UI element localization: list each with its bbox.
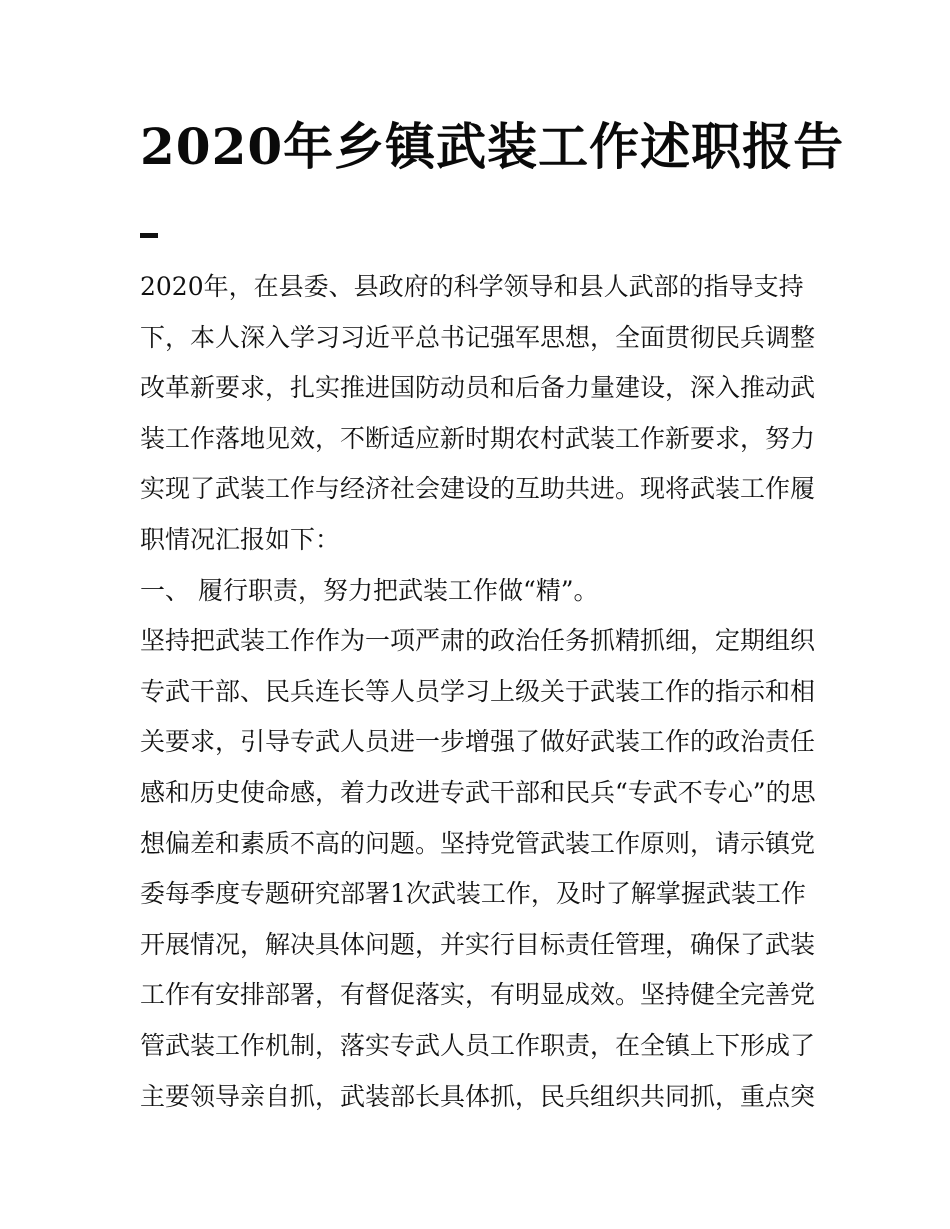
- body-line: 装工作落地见效，不断适应新时期农村武装工作新要求，努力: [140, 423, 816, 453]
- body-line: 管武装工作机制，落实专武人员工作职责，在全镇上下形成了: [140, 1030, 816, 1060]
- section-heading: 一、 履行职责，努力把武装工作做“精”。: [140, 575, 599, 605]
- body-line: 职情况汇报如下：: [140, 524, 341, 554]
- body-line: 2020年，在县委、县政府的科学领导和县人武部的指导支持: [140, 272, 804, 301]
- body-line: 改革新要求，扎实推进国防动员和后备力量建设，深入推动武: [140, 373, 816, 403]
- body-line: 专武干部、民兵连长等人员学习上级关于武装工作的指示和相: [140, 676, 816, 706]
- body-line: 委每季度专题研究部署1次武装工作，及时了解掌握武装工作: [140, 879, 806, 909]
- body-line: 实现了武装工作与经济社会建设的互助共进。现将武装工作履: [140, 474, 816, 504]
- body-line: 想偏差和素质不高的问题。坚持党管武装工作原则，请示镇党: [140, 828, 816, 858]
- body-line: 主要领导亲自抓，武装部长具体抓，民兵组织共同抓，重点突: [140, 1081, 816, 1111]
- body-line: 工作有安排部署，有督促落实，有明显成效。坚持健全完善党: [140, 980, 816, 1010]
- document-title: 2020年乡镇武装工作述职报告: [140, 117, 845, 176]
- body-line: 开展情况，解决具体问题，并实行目标责任管理，确保了武装: [140, 929, 816, 959]
- body-line: 关要求，引导专武人员进一步增强了做好武装工作的政治责任: [140, 727, 816, 757]
- body-line: 感和历史使命感，着力改进专武干部和民兵“专武不专心”的思: [140, 777, 816, 807]
- body-line: 下，本人深入学习习近平总书记强军思想，全面贯彻民兵调整: [140, 322, 816, 352]
- body-line: 坚持把武装工作作为一项严肃的政治任务抓精抓细，定期组织: [140, 626, 816, 656]
- document-body: [140, 262, 830, 1122]
- title-underline-mark: [140, 233, 158, 238]
